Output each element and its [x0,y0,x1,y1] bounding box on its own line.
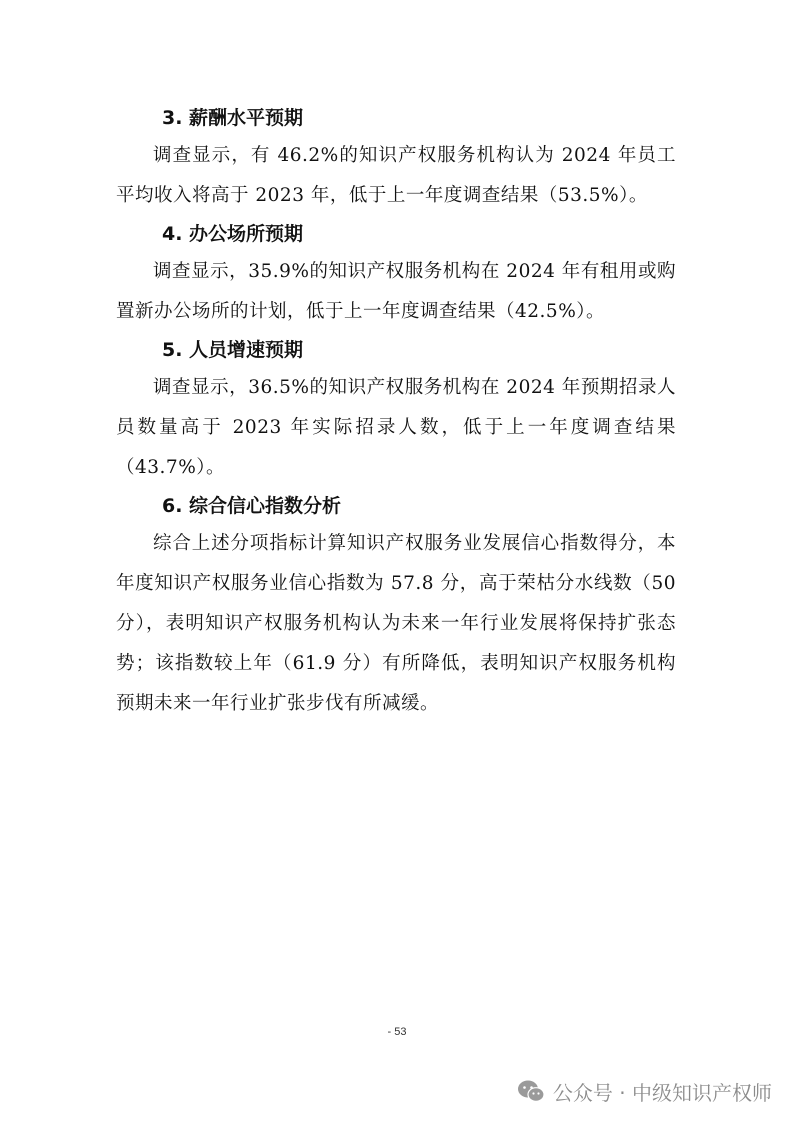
wechat-watermark [517,1074,772,1108]
section-staffing-expectation [116,332,676,488]
section-paragraph: 调查显示，35.9%的知识产权服务机构在 2024 年有租用或购置新办公场所的计划，低于上一年度调查结果（42.5%）。 [116,261,676,322]
section-paragraph: 调查显示，36.5%的知识产权服务机构在 2024 年预期招录人员数量高于 2023 年实际招录人数，低于上一年度调查结果（43.7%）。 [116,377,676,478]
section-salary-expectation [116,100,676,216]
section-confidence-index [116,488,676,724]
section-paragraph: 调查显示，有 46.2%的知识产权服务机构认为 2024 年员工平均收入将高于 2023 年，低于上一年度调查结果（53.5%）。 [116,145,676,206]
section-office-expectation [116,216,676,332]
section-heading: 6. 综合信心指数分析 [162,495,342,517]
section-heading: 5. 人员增速预期 [162,339,304,361]
page-number: - 53 [387,1026,407,1038]
section-heading: 4. 办公场所预期 [162,223,304,245]
section-heading: 3. 薪酬水平预期 [162,107,304,129]
watermark-text: 公众号 · 中级知识产权师 [552,1080,772,1105]
document-body [116,100,676,724]
wechat-icon [517,1079,545,1103]
section-paragraph: 综合上述分项指标计算知识产权服务业发展信心指数得分，本年度知识产权服务业信心指数为 57.8 分，高于荣枯分水线数（50 分），表明知识产权服务机构认为未来一年行业发展将保持扩张态势；该指数较上年（61.9 分）有所降低，表明知识产权服务机构预期未来一年行业扩张步伐有所减缓。 [116,533,676,714]
